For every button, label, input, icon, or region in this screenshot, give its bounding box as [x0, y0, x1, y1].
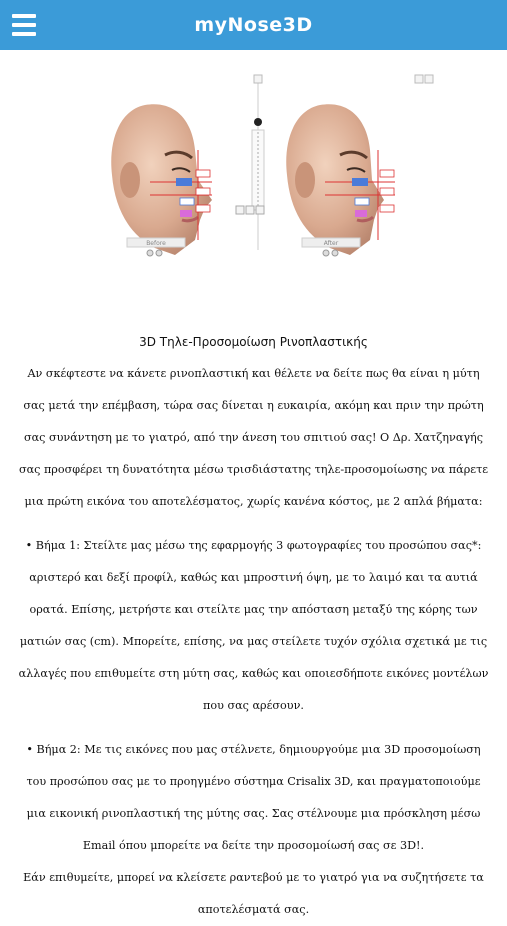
top-app-bar — [0, 0, 507, 50]
closing-paragraph: Εάν επιθυμείτε, μπορεί να κλείσετε ραντεβού με το γιατρό για να συζητήσετε τα αποτελέσματά σας. — [23, 871, 484, 916]
after-label: After — [323, 240, 339, 247]
before-label: Before — [146, 240, 166, 247]
before-after-image — [0, 70, 507, 270]
after-face — [286, 75, 433, 256]
step-1-paragraph: • Βήμα 1: Στείλτε μας μέσω της εφαρμογής 3 φωτογραφίες του προσώπου σας*: αριστερό και δεξί προφίλ, καθώς και μπροστινή όψη, με το λαιμό και τα αυτιά ορατά. Επίσης, μετρήστε και στείλτε μας την απόσταση μεταξύ της κόρης των ματιών σας (cm). Μπορείτε, επίσης, να μας στείλετε τυχόν σχόλια σχετικά με τις αλλαγές που επιθυμείτε στη μύτη σας, καθώς και οποιεσδήποτε εικόνες μοντέλων που σας αρέσουν. — [18, 539, 489, 712]
step-2-paragraph: • Βήμα 2: Με τις εικόνες που μας στέλνετε, δημιουργούμε μια 3D προσομοίωση του προσώπου σας με το προηγμένο σύστημα Crisalix 3D, και πραγματοποιούμε μια εικονική ρινοπλαστική της μύτης σας. Σας στέλνουμε μια πρόσκληση μέσω Email όπου μπορείτε να δείτε την προσομοίωσή σας σε 3D!. — [26, 743, 481, 852]
comparison-slider[interactable] — [236, 75, 264, 250]
before-face — [111, 104, 212, 256]
article-heading: 3D Τηλε-Προσομοίωση Ρινοπλαστικής — [139, 335, 368, 349]
intro-paragraph: Αν σκέφτεστε να κάνετε ρινοπλαστική και θέλετε να δείτε πως θα είναι η μύτη σας μετά την επέμβαση, τώρα σας δίνεται η ευκαιρία, ακόμη και πριν την πρώτη σας συνάντηση με το γιατρό, από την άνεση του σπιτιού σας! Ο Δρ. Χατζηναγής σας προσφέρει τη δυνατότητα μέσω τρισδιάστατης τηλε-προσομοίωσης να πάρετε μια πρώτη εικόνα του αποτελέσματος, χωρίς κανένα κόστος, με 2 απλά βήματα: — [18, 367, 489, 508]
app-title: myNose3D — [194, 14, 313, 36]
hamburger-menu-icon[interactable] — [12, 12, 36, 38]
article-body — [0, 326, 507, 926]
